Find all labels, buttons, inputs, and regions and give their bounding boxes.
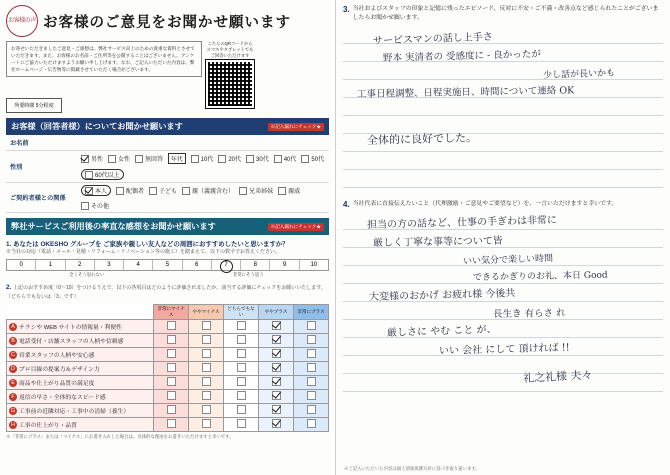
write-line[interactable] — [343, 230, 663, 248]
relation-sibling-label: 兄弟姉妹 — [249, 189, 274, 195]
col-positive: ややプラス — [259, 305, 294, 320]
field-row-gender — [6, 151, 329, 183]
nps-10[interactable]: 10 — [310, 262, 318, 268]
checkbox-icon[interactable] — [182, 187, 190, 195]
row-label-g: 工事前の近隣対応・工事中の清掃（養生） — [19, 408, 130, 415]
stamp-icon: お客様の声 — [6, 5, 38, 37]
relation-option-spouse[interactable] — [116, 186, 144, 195]
row-mark-icon: F — [9, 393, 17, 401]
write-line[interactable] — [343, 212, 663, 230]
qr-code-icon[interactable] — [206, 60, 254, 108]
handwriting-line: 全体的に良好でした。 — [366, 131, 478, 147]
input-name[interactable] — [78, 141, 329, 145]
checkbox-icon[interactable] — [81, 202, 89, 210]
checkbox-icon[interactable] — [202, 377, 211, 386]
checkbox-icon[interactable] — [307, 335, 316, 344]
handwriting-line: サービスマンの話し上手さ — [372, 31, 494, 47]
nps-5[interactable]: 5 — [153, 260, 182, 270]
cell-h-3[interactable] — [224, 418, 259, 432]
checkbox-icon[interactable] — [272, 405, 281, 414]
write-line[interactable] — [343, 116, 663, 134]
checkbox-icon[interactable] — [167, 391, 176, 400]
cell-f-4[interactable] — [259, 390, 294, 404]
checkbox-icon[interactable] — [274, 155, 282, 163]
nps-7[interactable]: 7 — [212, 260, 241, 270]
time-required-box: 所要時間 5分程度 — [6, 98, 62, 113]
nps-8[interactable]: 8 — [241, 260, 270, 270]
handwriting-line: 野本 実清者の 受感度に - 良かったが — [382, 48, 541, 64]
table-row — [7, 404, 329, 418]
table-corner — [7, 305, 154, 320]
checkbox-icon[interactable] — [167, 405, 176, 414]
cell-h-2[interactable] — [189, 418, 224, 432]
gender-male-label: 男性 — [91, 157, 104, 163]
checkbox-icon[interactable] — [108, 155, 116, 163]
write-line[interactable] — [343, 302, 663, 320]
handwriting-line: 大変様のおかげ お疲れ様 今後共 — [368, 288, 516, 303]
checkbox-icon[interactable] — [272, 391, 281, 400]
question-1-sub: ※当社の対応（電話・メール・見積・リフォーム・リノベーション等の施工）を踏まえて、以下の数字でお答えください。 — [6, 249, 280, 255]
question-1-number: 1. — [6, 241, 12, 248]
age-40s-label: 40代 — [283, 157, 297, 163]
checkbox-icon[interactable] — [307, 391, 316, 400]
checkbox-icon[interactable] — [237, 335, 246, 344]
question-4-text: 当社代表に直接伝えたいこと（代理激励・ご意見やご要望など）を、一言いただけますと幸いです。 — [352, 201, 618, 207]
row-mark-icon: E — [9, 379, 17, 387]
nps-caption-left: 全くそう思わない — [69, 272, 105, 277]
qr-caption-2: スマホやタブレットでも — [206, 47, 254, 52]
age-10s-label: 10代 — [200, 157, 214, 163]
write-line[interactable] — [343, 266, 663, 284]
cell-e-1[interactable] — [154, 376, 189, 390]
row-mark-icon: D — [9, 365, 17, 373]
table-row — [7, 320, 329, 334]
page-title: お客様のご意見をお聞かせ願います — [43, 14, 291, 31]
checkbox-icon[interactable] — [237, 363, 246, 372]
evaluation-table — [6, 304, 329, 432]
cell-f-2[interactable] — [189, 390, 224, 404]
handwriting-line: 長生き 有らさ れ — [492, 307, 566, 320]
relation-option-relative[interactable] — [278, 186, 300, 195]
nps-4[interactable]: 4 — [124, 260, 153, 270]
checkbox-icon[interactable] — [202, 335, 211, 344]
cell-h-4[interactable] — [259, 418, 294, 432]
age-option-60s-plus[interactable] — [81, 169, 124, 180]
table-row — [7, 334, 329, 348]
checkbox-icon[interactable] — [167, 377, 176, 386]
age-option-10s[interactable] — [191, 154, 214, 163]
write-line[interactable] — [343, 134, 663, 152]
relation-option-sibling[interactable] — [239, 186, 273, 195]
checkbox-icon[interactable] — [272, 321, 281, 330]
question-2-number: 2. — [6, 284, 12, 291]
cell-c-4[interactable] — [259, 348, 294, 362]
label-name: お名前 — [10, 140, 29, 147]
section-1-note: ※記入漏れにチェック★ — [268, 123, 324, 131]
cell-c-2[interactable] — [189, 348, 224, 362]
checkbox-icon[interactable] — [191, 155, 199, 163]
checkbox-icon[interactable] — [202, 349, 211, 358]
row-label-d: プロ目線の提案力＆デザイン力 — [19, 366, 100, 373]
question-1 — [6, 240, 329, 256]
question-2 — [6, 283, 329, 301]
relation-option-self[interactable] — [81, 185, 111, 196]
cell-c-1[interactable] — [154, 348, 189, 362]
checkbox-icon[interactable] — [85, 171, 93, 179]
section-1-bar — [6, 118, 329, 135]
cell-c-3[interactable] — [224, 348, 259, 362]
row-label-b: 電話受付・店舗スタッフの人柄や信頼感 — [19, 338, 124, 345]
checkbox-icon[interactable] — [202, 391, 211, 400]
question-4-number: 4. — [343, 200, 350, 209]
question-1-text: あなたは OKESHO グループを ご家族や親しい友人などの周囲におすすめしたいと思いますか？ — [13, 241, 289, 248]
row-mark-icon: H — [9, 421, 17, 429]
checkbox-icon[interactable] — [307, 363, 316, 372]
cell-b-3[interactable] — [224, 334, 259, 348]
row-label-e: 商品や仕上がり品質の満足度 — [19, 380, 95, 387]
qr-caption-3: ご回答いただけます — [210, 53, 250, 58]
relation-parent-label: 親（義親含む） — [192, 189, 235, 195]
relation-other-label: その他 — [91, 204, 110, 210]
write-line[interactable] — [343, 374, 663, 392]
write-line[interactable] — [343, 320, 663, 338]
cell-a-4[interactable] — [259, 320, 294, 334]
checkbox-icon[interactable] — [307, 419, 316, 428]
cell-f-1[interactable] — [154, 390, 189, 404]
relation-self-label: 本人 — [95, 189, 108, 195]
handwriting-line: 担当の方の話など、仕事の手ぎわは非常に — [366, 215, 558, 231]
row-item-c — [7, 348, 154, 362]
write-line[interactable] — [343, 338, 663, 356]
row-item-f — [7, 390, 154, 404]
table-row — [7, 390, 329, 404]
age-60s-label: 60代以上 — [95, 173, 120, 179]
col-negative: ややマイナス — [189, 305, 224, 320]
checkbox-icon[interactable] — [237, 391, 246, 400]
write-line[interactable] — [343, 44, 663, 62]
nps-captions — [6, 272, 329, 278]
cell-b-5[interactable] — [294, 334, 329, 348]
row-mark-icon: G — [10, 408, 16, 415]
checkbox-icon[interactable] — [202, 405, 211, 414]
gender-option-male[interactable] — [81, 154, 103, 163]
label-age: 年代 — [168, 153, 186, 164]
cell-e-4[interactable] — [259, 376, 294, 390]
checkbox-icon[interactable] — [239, 187, 247, 195]
nps-scale[interactable] — [6, 259, 329, 271]
signature: 礼之礼様 夫々 — [522, 368, 593, 385]
checkbox-icon[interactable] — [202, 419, 211, 428]
field-row-name — [6, 135, 329, 151]
age-option-40s[interactable] — [274, 154, 297, 163]
checkbox-icon[interactable] — [167, 335, 176, 344]
intro-text: お寄せいただきましたご意見・ご感想は、弊社サービス向上のための貴重な資料とさせていただきます。また、お客様のお名前・ご住所等を公開することはございません。アンケートにご協力いただけますようお願い申し上げます。なお、ご記入いただいた内容は、弊社ホームページ・広告物等に掲載させていただく場合がございます。 — [6, 41, 202, 77]
table-header-row — [7, 305, 329, 320]
document-header — [6, 5, 329, 37]
checkbox-icon[interactable] — [272, 335, 281, 344]
write-line[interactable] — [343, 284, 663, 302]
checkbox-icon[interactable] — [237, 419, 246, 428]
cell-a-3[interactable] — [224, 320, 259, 334]
intro-block — [6, 41, 329, 113]
checkbox-icon[interactable] — [167, 363, 176, 372]
checkbox-icon[interactable] — [307, 405, 316, 414]
cell-d-1[interactable] — [154, 362, 189, 376]
checkbox-icon[interactable] — [272, 349, 281, 358]
col-neutral: どちらでもない — [224, 305, 259, 320]
gender-option-female[interactable] — [108, 154, 130, 163]
cell-d-3[interactable] — [224, 362, 259, 376]
checkbox-icon[interactable] — [237, 321, 246, 330]
cell-e-3[interactable] — [224, 376, 259, 390]
checkbox-icon[interactable] — [237, 349, 246, 358]
gender-female-label: 女性 — [118, 157, 131, 163]
write-line[interactable] — [343, 152, 663, 170]
age-option-20s[interactable] — [218, 154, 241, 163]
write-line[interactable] — [343, 356, 663, 374]
table-row — [7, 362, 329, 376]
nps-3[interactable]: 3 — [95, 260, 124, 270]
gender-option-none[interactable] — [135, 154, 163, 163]
handwriting-line: 工事日程調整、日程実施日、時間について連絡 OK — [356, 85, 575, 100]
checkbox-icon[interactable] — [301, 155, 309, 163]
checkbox-icon[interactable] — [149, 187, 157, 195]
row-mark-icon: A — [9, 323, 17, 331]
cell-h-1[interactable] — [154, 418, 189, 432]
checkbox-icon[interactable] — [307, 349, 316, 358]
checkbox-icon[interactable] — [272, 363, 281, 372]
qr-caption-1: こちらのQRコードから — [207, 41, 253, 46]
checkbox-icon[interactable] — [246, 155, 254, 163]
cell-a-2[interactable] — [189, 320, 224, 334]
cell-c-5[interactable] — [294, 348, 329, 362]
question-4 — [343, 200, 663, 209]
age-50s-label: 50代 — [311, 157, 325, 163]
question-3-text: 当社およびスタッフの印象と記憶に残ったエピソード、反対に不安・ご不満・改善点など感じられたことがございましたらお聞かせ願います。 — [352, 6, 659, 21]
relation-child-label: 子ども — [159, 189, 178, 195]
section-2-note: ※記入漏れにチェック★ — [268, 223, 324, 231]
checkbox-icon[interactable] — [237, 377, 246, 386]
write-line[interactable] — [343, 62, 663, 80]
nps-9[interactable]: 9 — [270, 260, 299, 270]
section-2-bar — [6, 218, 329, 235]
cell-f-3[interactable] — [224, 390, 259, 404]
checkbox-icon[interactable] — [167, 321, 176, 330]
answer-area-3[interactable] — [343, 26, 663, 192]
row-label-h: 工事の仕上がり・品質 — [19, 422, 77, 429]
question-2-text: 上記のおすすめ度（0〜10）をつけるうえで、以下の各項目はどのように評価されましたか。該当する評価にチェックをお願いいたします。（どちらでもないは「3」です） — [6, 285, 326, 300]
relation-option-other[interactable] — [81, 201, 109, 210]
age-option-30s[interactable] — [246, 154, 269, 163]
checkbox-icon[interactable] — [307, 321, 316, 330]
table-row — [7, 348, 329, 362]
age-30s-label: 30代 — [256, 157, 269, 163]
section-2-title: 弊社サービスご利用後の率直な感想をお聞かせ願います — [11, 222, 216, 231]
handwriting-line: 厳しさに やむ こと が、 — [386, 324, 497, 339]
label-relation: ご契約者様との関係 — [10, 195, 66, 202]
checkbox-icon[interactable] — [167, 349, 176, 358]
handwriting-line: 厳しく丁寧な事等について皆 — [372, 235, 503, 249]
cell-e-5[interactable] — [294, 376, 329, 390]
cell-g-2[interactable] — [189, 404, 224, 418]
write-line[interactable] — [343, 80, 663, 98]
age-option-50s[interactable] — [301, 154, 324, 163]
handwriting-line: いい気分で楽しい時間 — [462, 253, 554, 267]
section-1-title: お客様（回答者様）についてお聞かせ願います — [11, 122, 183, 131]
handwriting-line: いい 会社 にして 頂ければ !! — [438, 342, 570, 357]
field-row-relation — [6, 183, 329, 213]
row-item-g — [7, 404, 154, 418]
cell-d-4[interactable] — [259, 362, 294, 376]
label-gender: 性別 — [10, 164, 23, 171]
cell-g-5[interactable] — [294, 404, 329, 418]
cell-a-1[interactable] — [154, 320, 189, 334]
cell-d-5[interactable] — [294, 362, 329, 376]
row-item-e — [7, 376, 154, 390]
write-line[interactable] — [343, 170, 663, 188]
checkbox-icon[interactable] — [85, 187, 93, 195]
handwriting-line: 少し話が長いかも — [542, 68, 616, 81]
relation-option-parent[interactable] — [182, 186, 234, 195]
write-line[interactable] — [343, 98, 663, 116]
row-item-b — [7, 334, 154, 348]
cell-d-2[interactable] — [189, 362, 224, 376]
checkbox-icon[interactable] — [202, 321, 211, 330]
table-footnote: ※「非常にプラス」または「マイナス」にお書き入れした場合は、具体的な理由をお書きいただけますと幸いです。 — [6, 434, 234, 439]
col-very-positive: 非常にプラス — [294, 305, 329, 320]
answer-area-4[interactable] — [343, 212, 663, 408]
qr-block — [206, 41, 254, 108]
relation-relative-label: 親戚 — [288, 189, 301, 195]
cell-f-5[interactable] — [294, 390, 329, 404]
gender-none-label: 無回答 — [145, 157, 164, 163]
cell-a-5[interactable] — [294, 320, 329, 334]
nps-1[interactable]: 1 — [36, 260, 65, 270]
row-mark-icon: C — [9, 351, 17, 359]
cell-h-5[interactable] — [294, 418, 329, 432]
question-3-number: 3. — [343, 5, 350, 14]
checkbox-icon[interactable] — [278, 187, 286, 195]
table-row — [7, 418, 329, 432]
checkbox-icon[interactable] — [202, 363, 211, 372]
handwriting-line: できるかぎりのお礼、本日 Good — [472, 270, 608, 283]
nps-0[interactable]: 0 — [7, 260, 36, 270]
cell-g-3[interactable] — [224, 404, 259, 418]
nps-2[interactable]: 2 — [66, 260, 95, 270]
question-3 — [343, 5, 663, 23]
table-row — [7, 376, 329, 390]
row-label-a: チラシや WEB サイトの情報量・利便性 — [19, 324, 122, 331]
right-page — [336, 0, 670, 475]
checkbox-icon[interactable] — [272, 377, 281, 386]
checkbox-icon[interactable] — [135, 155, 143, 163]
checkbox-icon[interactable] — [167, 419, 176, 428]
write-line[interactable] — [343, 26, 663, 44]
checkbox-icon[interactable] — [81, 155, 89, 163]
row-mark-icon: B — [9, 337, 17, 345]
checkbox-icon[interactable] — [218, 155, 226, 163]
row-label-c: 営業スタッフの人柄や安心感 — [19, 352, 95, 359]
nps-6[interactable]: 6 — [183, 260, 212, 270]
checkbox-icon[interactable] — [272, 419, 281, 428]
cell-g-1[interactable] — [154, 404, 189, 418]
nps-caption-right: 非常にそう思う — [232, 272, 264, 277]
checkbox-icon[interactable] — [237, 405, 246, 414]
cell-b-1[interactable] — [154, 334, 189, 348]
cell-b-2[interactable] — [189, 334, 224, 348]
checkbox-icon[interactable] — [307, 377, 316, 386]
checkbox-icon[interactable] — [116, 187, 124, 195]
write-line[interactable] — [343, 248, 663, 266]
row-item-d — [7, 362, 154, 376]
cell-e-2[interactable] — [189, 376, 224, 390]
age-20s-label: 20代 — [228, 157, 242, 163]
row-item-a — [7, 320, 154, 334]
right-footnote: ※ご記入いただいた内容は個人情報保護方針に基づき取り扱います。 — [344, 466, 480, 471]
row-item-h — [7, 418, 154, 432]
col-very-negative: 非常にマイナス — [154, 305, 189, 320]
relation-option-child[interactable] — [149, 186, 177, 195]
row-label-f: 返信の早さ・全体的なスピード感 — [19, 394, 106, 401]
relation-spouse-label: 配偶者 — [126, 189, 145, 195]
cell-b-4[interactable] — [259, 334, 294, 348]
cell-g-4[interactable] — [259, 404, 294, 418]
